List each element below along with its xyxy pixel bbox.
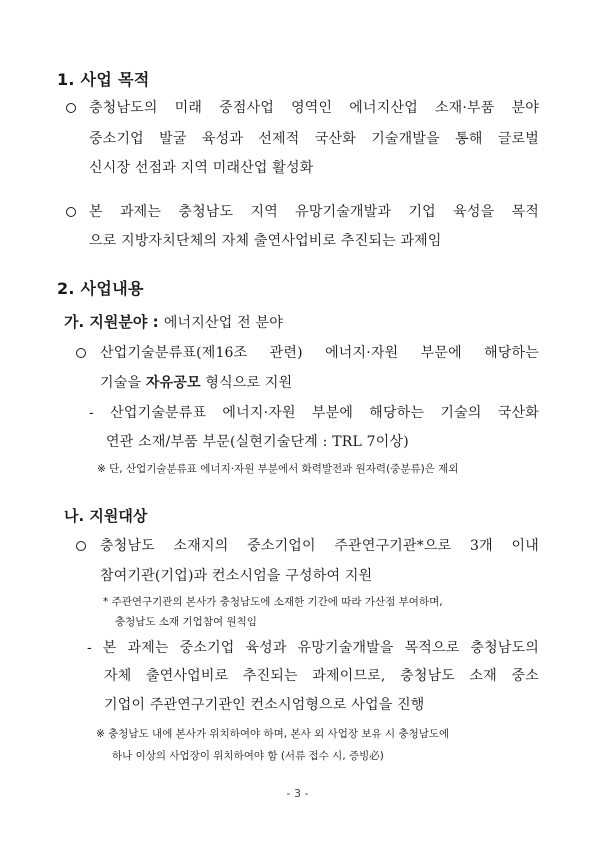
circle-bullet-icon	[66, 103, 76, 113]
support-target-label: 나. 지원대상	[64, 507, 148, 525]
lead-institution-footnote-line-1: * 주관연구기관의 본사가 충청남도에 소재한 기간에 따라 가산점 부여하며,	[103, 596, 443, 608]
circle-bullet-icon	[66, 207, 76, 217]
support-target-dash-line-1: - 본 과제는 중소기업 육성과 유망기술개발을 목적으로 충청남도의	[87, 640, 539, 656]
section-1-bullet-1-line-1: 충청남도의 미래 중점사업 영역인 에너지산업 소재·부품 분야	[89, 100, 539, 116]
support-field-dash-line-2: 연관 소재/부품 부문(실현기술단계 : TRL 7이상)	[106, 434, 409, 450]
section-1-bullet-1-line-3: 신시장 선점과 지역 미래산업 활성화	[89, 160, 314, 176]
page-number: - 3 -	[286, 787, 309, 800]
circle-bullet-icon	[76, 541, 86, 551]
support-field-bullet-line-1: 산업기술분류표(제16조 관련) 에너지·자원 부문에 해당하는	[100, 345, 539, 361]
location-requirement-note-line-2: 하나 이상의 사업장이 위치하여야 함 (서류 접수 시, 증빙必)	[112, 750, 384, 762]
location-requirement-note-line-1: ※ 충청남도 내에 본사가 위치하여야 하며, 본사 외 사업장 보유 시 충청남도에	[96, 728, 450, 740]
support-target-bullet-line-2: 참여기관(기업)과 컨소시엄을 구성하여 지원	[100, 568, 373, 584]
support-target-dash-line-2: 자체 출연사업비로 추진되는 과제이므로, 충청남도 소재 중소	[104, 668, 539, 684]
support-field-bullet-line-2	[100, 372, 292, 392]
section-1-bullet-2-line-2: 으로 지방자치단체의 자체 출연사업비로 추진되는 과제임	[89, 233, 442, 249]
circle-bullet-icon	[76, 348, 86, 358]
free-application-emphasis: 자유공모	[145, 375, 201, 391]
support-field-value: 에너지산업 전 분야	[163, 315, 283, 331]
support-target-dash-line-3: 기업이 주관연구기관인 컨소시엄형으로 사업을 진행	[104, 697, 425, 713]
support-field-dash-line-1: - 산업기술분류표 에너지·자원 부분에 해당하는 기술의 국산화	[89, 405, 539, 421]
support-field-row	[64, 311, 283, 332]
support-field-bullet-line-2-post: 형식으로 지원	[200, 375, 293, 391]
lead-institution-footnote-line-2: 충청남도 소재 기업참여 원칙임	[115, 616, 257, 628]
section-1-bullet-2-line-1: 본 과제는 충청남도 지역 유망기술개발과 기업 육성을 목적	[89, 204, 539, 220]
support-field-separator: :	[147, 313, 164, 331]
support-target-bullet-line-1: 충청남도 소재지의 중소기업이 주관연구기관*으로 3개 이내	[100, 538, 539, 554]
section-2-heading: 2. 사업내용	[57, 279, 144, 298]
section-1-bullet-1-line-2: 중소기업 발굴 육성과 선제적 국산화 기술개발을 통해 글로벌	[89, 131, 539, 147]
support-field-bullet-line-2-pre: 기술을	[100, 375, 146, 391]
section-1-heading: 1. 사업 목적	[57, 70, 150, 89]
support-field-label: 가. 지원분야	[64, 313, 148, 331]
support-field-note: ※ 단, 산업기술분류표 에너지·자원 부분에서 화력발전과 원자력(중분류)은 제외	[97, 463, 459, 475]
